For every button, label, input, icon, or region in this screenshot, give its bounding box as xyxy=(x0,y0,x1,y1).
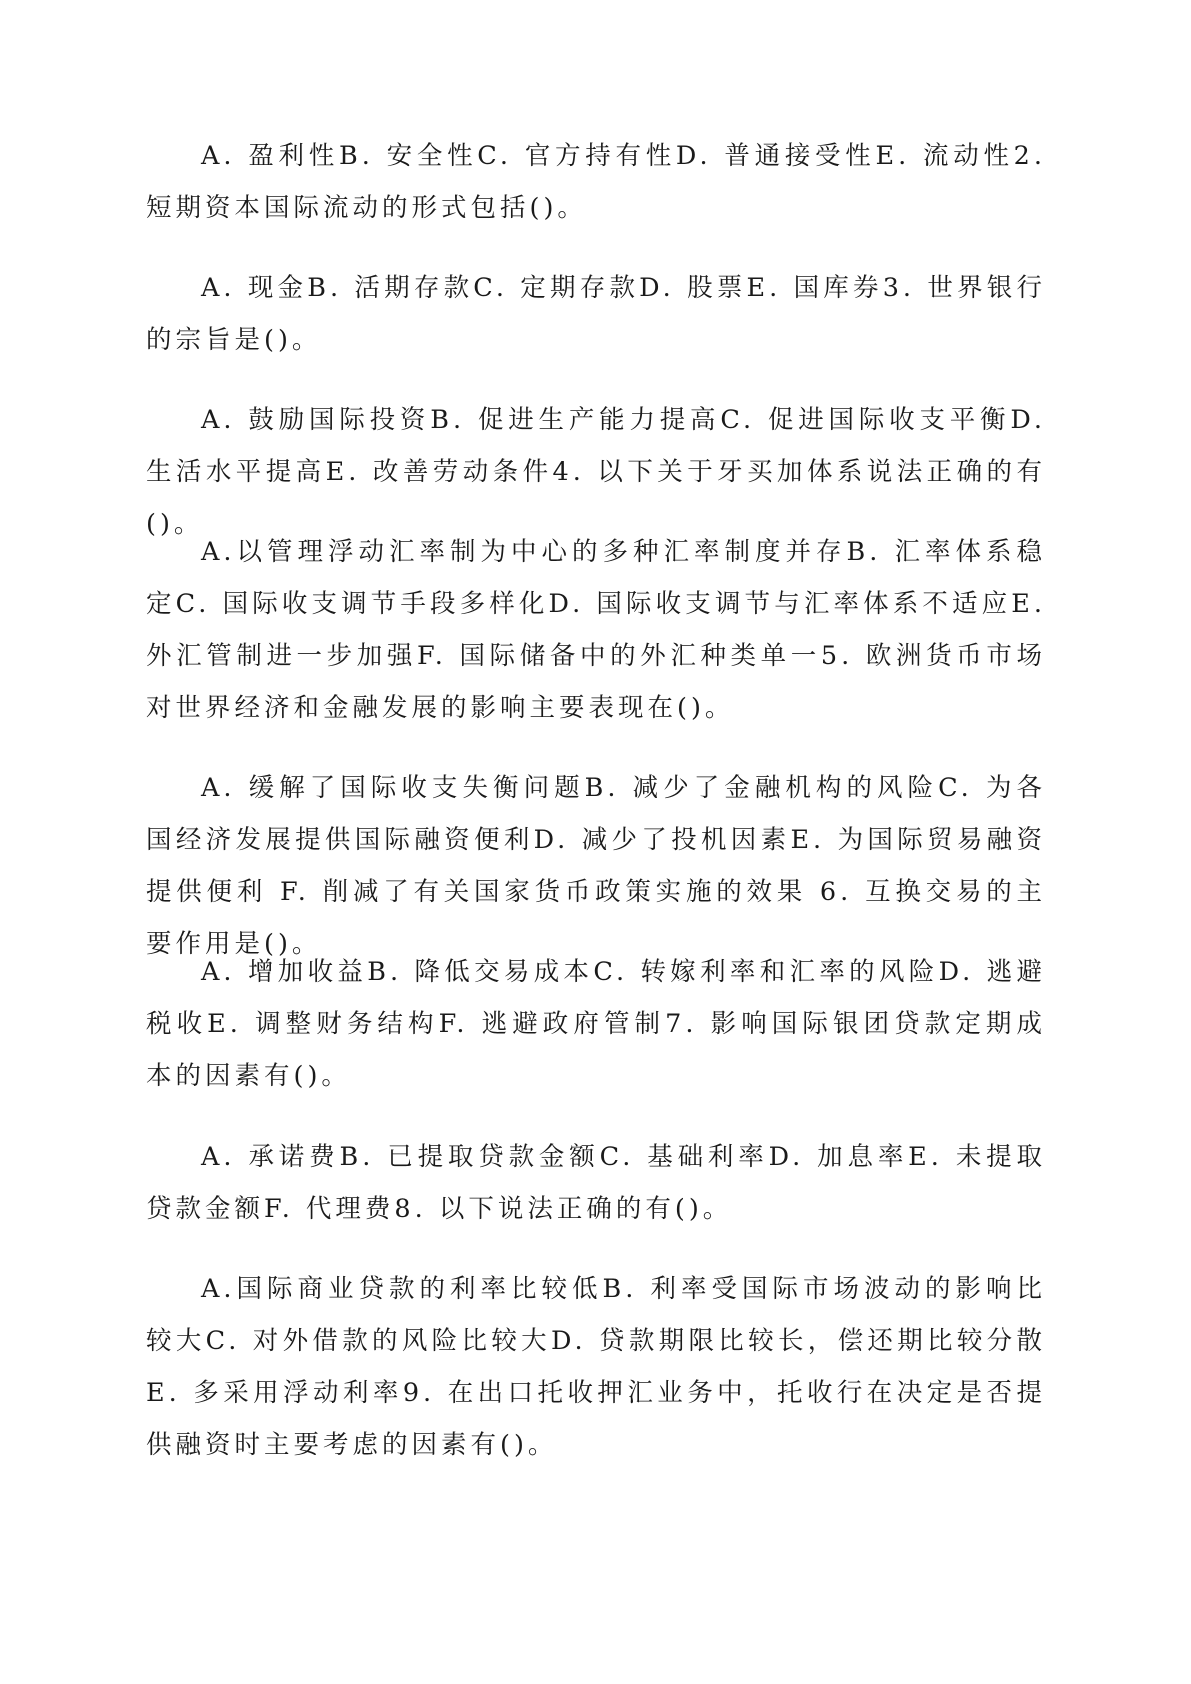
question-options-paragraph: A.以管理浮动汇率制为中心的多种汇率制度并存B. 汇率体系稳定C. 国际收支调节手段多样化D. 国际收支调节与汇率体系不适应E. 外汇管制进一步加强F. 国际储备中的外汇种类单一5. 欧洲货币市场对世界经济和金融发展的影响主要表现在()。 xyxy=(146,537,1046,723)
question-options-paragraph: A. 鼓励国际投资B. 促进生产能力提高C. 促进国际收支平衡D. 生活水平提高E. 改善劳动条件4. 以下关于牙买加体系说法正确的有()。 xyxy=(146,405,1046,539)
question-options-paragraph: A.国际商业贷款的利率比较低B. 利率受国际市场波动的影响比较大C. 对外借款的风险比较大D. 贷款期限比较长，偿还期比较分散E. 多采用浮动利率9. 在出口托收押汇业务中，托收行在决定是否提供融资时主要考虑的因素有()。 xyxy=(146,1274,1046,1460)
question-options-paragraph: A. 增加收益B. 降低交易成本C. 转嫁利率和汇率的风险D. 逃避税收E. 调整财务结构F. 逃避政府管制7. 影响国际银团贷款定期成本的因素有()。 xyxy=(146,957,1046,1091)
question-options-paragraph: A. 缓解了国际收支失衡问题B. 减少了金融机构的风险C. 为各国经济发展提供国际融资便利D. 减少了投机因素E. 为国际贸易融资提供便利 F. 削减了有关国家货币政策实施的效果 6. 互换交易的主要作用是()。 xyxy=(146,773,1046,959)
question-options-paragraph: A. 现金B. 活期存款C. 定期存款D. 股票E. 国库券3. 世界银行的宗旨是()。 xyxy=(146,273,1046,355)
question-options-paragraph: A. 盈利性B. 安全性C. 官方持有性D. 普通接受性E. 流动性2.短期资本国际流动的形式包括()。 xyxy=(146,141,1046,223)
question-options-paragraph: A. 承诺费B. 已提取贷款金额C. 基础利率D. 加息率E. 未提取贷款金额F. 代理费8. 以下说法正确的有()。 xyxy=(146,1142,1046,1224)
